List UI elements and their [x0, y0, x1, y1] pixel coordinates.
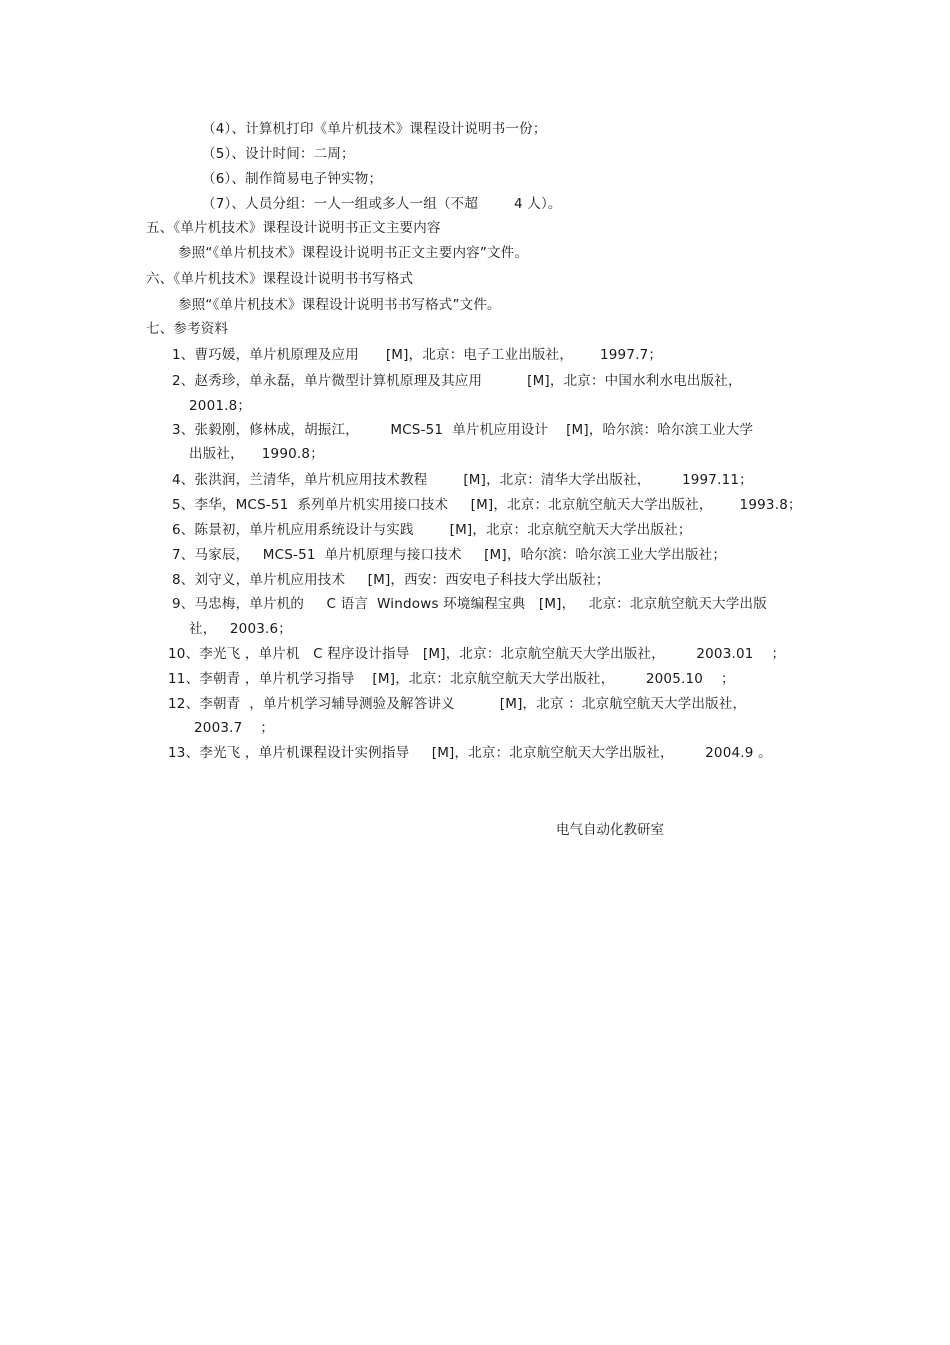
section-5-body: 参照“《单片机技术》课程设计说明书正文主要内容”文件。	[178, 245, 529, 261]
reference-item: 3、张毅刚，修林成，胡振江， MCS-51 单片机应用设计 [M]，哈尔滨：哈尔滨工业大学	[172, 422, 754, 438]
requirement-item-6: （6）、制作简易电子钟实物；	[202, 171, 383, 187]
reference-item: 1、曹巧媛，单片机原理及应用 [M]，北京：电子工业出版社， 1997.7；	[172, 347, 663, 363]
reference-item-continuation: 2003.7 ；	[194, 720, 275, 736]
section-6-heading: 六、《单片机技术》课程设计说明书书写格式	[146, 271, 414, 287]
requirement-item-7: （7）、人员分组：一人一组或多人一组（不超 4 人）。	[202, 196, 562, 212]
department-signature: 电气自动化教研室	[556, 822, 664, 838]
reference-item-continuation: 社， 2003.6；	[189, 621, 293, 637]
reference-item-continuation: 出版社， 1990.8；	[189, 446, 324, 462]
section-5-heading: 五、《单片机技术》课程设计说明书正文主要内容	[146, 220, 441, 236]
reference-item: 11、李朝青 ，单片机学习指导 [M]，北京：北京航空航天大学出版社， 2005.10 ；	[168, 671, 735, 687]
section-6-body: 参照“《单片机技术》课程设计说明书书写格式”文件。	[178, 297, 501, 313]
reference-item: 13、李光飞 ，单片机课程设计实例指导 [M]，北京：北京航空航天大学出版社， 2004.9 。	[168, 745, 772, 761]
requirement-item-5: （5）、设计时间：二周；	[202, 146, 355, 162]
reference-item: 5、李华，MCS-51 系列单片机实用接口技术 [M]，北京：北京航空航天大学出版社， 1993.8；	[172, 497, 802, 513]
reference-item: 12、李朝青 ，单片机学习辅导测验及解答讲义 [M]，北京 ：北京航空航天大学出版社，	[168, 696, 747, 712]
reference-item: 7、马家辰， MCS-51 单片机原理与接口技术 [M]，哈尔滨：哈尔滨工业大学出版社；	[172, 547, 727, 563]
reference-item: 9、马忠梅，单片机的 C 语言 Windows 环境编程宝典 [M]， 北京：北京航空航天大学出版	[172, 596, 767, 612]
reference-item: 6、陈景初，单片机应用系统设计与实践 [M]，北京：北京航空航天大学出版社；	[172, 522, 692, 538]
reference-item: 4、张洪润，兰清华，单片机应用技术教程 [M]，北京：清华大学出版社， 1997.11；	[172, 472, 753, 488]
reference-item: 2、赵秀珍，单永磊，单片微型计算机原理及其应用 [M]，北京：中国水利水电出版社，	[172, 373, 742, 389]
reference-item-continuation: 2001.8；	[189, 398, 252, 414]
reference-item: 10、李光飞 ，单片机 C 程序设计指导 [M]，北京：北京航空航天大学出版社， 2003.01 ；	[168, 646, 786, 662]
reference-item: 8、刘守义，单片机应用技术 [M]，西安：西安电子科技大学出版社；	[172, 572, 610, 588]
requirement-item-4: （4）、计算机打印《单片机技术》课程设计说明书一份；	[202, 121, 547, 137]
section-7-heading: 七、参考资料	[146, 321, 229, 337]
